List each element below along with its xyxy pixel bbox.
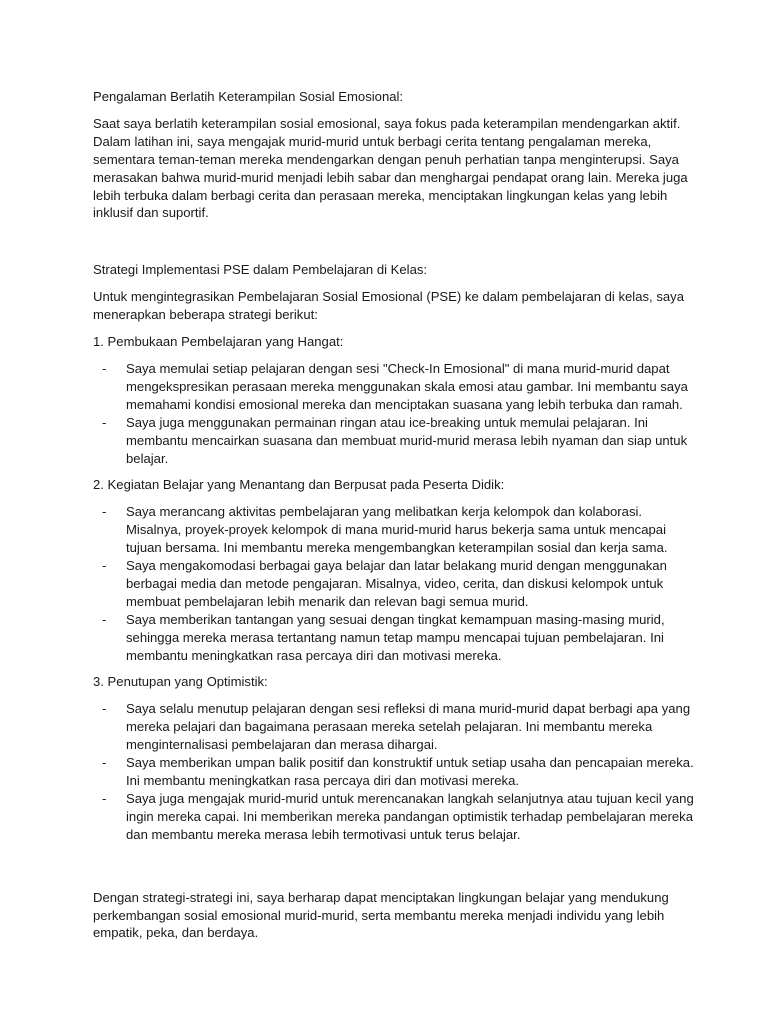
list-item <box>93 557 698 611</box>
list-item <box>93 414 698 468</box>
list-item-text: Saya merancang aktivitas pembelajaran yang melibatkan kerja kelompok dan kolaborasi. Misalnya, proyek-proyek kelompok di mana murid-murid harus bekerja sama untuk mencapai tujuan bersama. Ini membantu mereka mengembangkan keterampilan sosial dan kerja sama. <box>126 504 668 556</box>
strategy-2-list <box>93 503 698 664</box>
list-item <box>93 360 698 414</box>
list-item-text: Saya selalu menutup pelajaran dengan sesi refleksi di mana murid-murid dapat berbagi apa yang mereka pelajari dan bagaimana perasaan mereka setelah pelajaran. Ini membantu mereka menginternalisasi pembelajaran dan merasa dihargai. <box>126 701 691 753</box>
bullet-marker: - <box>102 611 107 627</box>
list-item-text: Saya juga mengajak murid-murid untuk merencanakan langkah selanjutnya atau tujuan kecil yang ingin mereka capai. Ini memberikan mereka pandangan optimistik terhadap pembelajaran mereka dan membantu mereka merasa lebih termotivasi untuk terus belajar. <box>126 790 694 842</box>
list-item <box>93 503 698 557</box>
section2-heading: Strategi Implementasi PSE dalam Pembelajaran di Kelas: <box>93 262 428 278</box>
bullet-marker: - <box>102 414 107 430</box>
strategy-2-title: 2. Kegiatan Belajar yang Menantang dan Berpusat pada Peserta Didik: <box>93 477 505 493</box>
bullet-marker: - <box>102 790 107 806</box>
list-item <box>93 790 698 844</box>
strategy-3-title: 3. Penutupan yang Optimistik: <box>93 674 268 690</box>
list-item-text: Saya memberikan umpan balik positif dan konstruktif untuk setiap usaha dan pencapaian mereka. Ini membantu meningkatkan rasa percaya diri dan motivasi mereka. <box>126 755 694 788</box>
bullet-marker: - <box>102 701 107 717</box>
spacer <box>93 853 698 889</box>
bullet-marker: - <box>102 504 107 520</box>
conclusion-paragraph: Dengan strategi-strategi ini, saya berharap dapat menciptakan lingkungan belajar yang mendukung perkembangan sosial emosional murid-murid, serta membantu mereka menjadi individu yang lebih empatik, peka, dan berdaya. <box>93 889 669 941</box>
bullet-marker: - <box>102 558 107 574</box>
list-item-text: Saya juga menggunakan permainan ringan atau ice-breaking untuk memulai pelajaran. Ini membantu mencairkan suasana dan membuat murid-murid merasa lebih nyaman dan siap untuk belajar. <box>126 414 688 466</box>
strategy-1-title: 1. Pembukaan Pembelajaran yang Hangat: <box>93 334 344 350</box>
list-item-text: Saya memberikan tantangan yang sesuai dengan tingkat kemampuan masing-masing murid, sehingga mereka merasa tertantang namun tetap mampu mencapai tujuan pembelajaran. Ini membantu meningkatkan rasa percaya diri dan motivasi mereka. <box>126 611 665 663</box>
list-item-text: Saya memulai setiap pelajaran dengan sesi "Check-In Emosional" di mana murid-murid dapat mengekspresikan perasaan mereka menggunakan skala emosi atau gambar. Ini membantu saya memahami kondisi emosional mereka dan menciptakan suasana yang lebih terbuka dan ramah. <box>126 360 688 412</box>
section1-paragraph: Saat saya berlatih keterampilan sosial emosional, saya fokus pada keterampilan mendengarkan aktif. Dalam latihan ini, saya mengajak murid-murid untuk berbagi cerita tentang pengalaman mereka, sementara teman-teman mereka mendengarkan dengan penuh perhatian tanpa menginterupsi. Saya merasakan bahwa murid-murid menjadi lebih sabar dan menghargai pendapat orang lain. Mereka juga lebih terbuka dalam berbagi cerita dan perasaan mereka, menciptakan lingkungan kelas yang lebih inklusif dan suportif. <box>93 115 688 221</box>
strategy-3-list <box>93 700 698 843</box>
section1-heading: Pengalaman Berlatih Keterampilan Sosial Emosional: <box>93 89 404 104</box>
spacer <box>93 231 698 261</box>
section2-intro: Untuk mengintegrasikan Pembelajaran Sosial Emosional (PSE) ke dalam pembelajaran di kelas, saya menerapkan beberapa strategi berikut: <box>93 289 684 323</box>
bullet-marker: - <box>102 755 107 771</box>
list-item-text: Saya mengakomodasi berbagai gaya belajar dan latar belakang murid dengan menggunakan berbagai media dan metode pengajaran. Misalnya, video, cerita, dan diskusi kelompok untuk membuat pembelajaran lebih menarik dan relevan bagi semua murid. <box>126 558 667 609</box>
strategy-1-list <box>93 360 698 467</box>
list-item <box>93 754 698 790</box>
list-item <box>93 611 698 665</box>
list-item <box>93 700 698 754</box>
bullet-marker: - <box>102 360 107 376</box>
